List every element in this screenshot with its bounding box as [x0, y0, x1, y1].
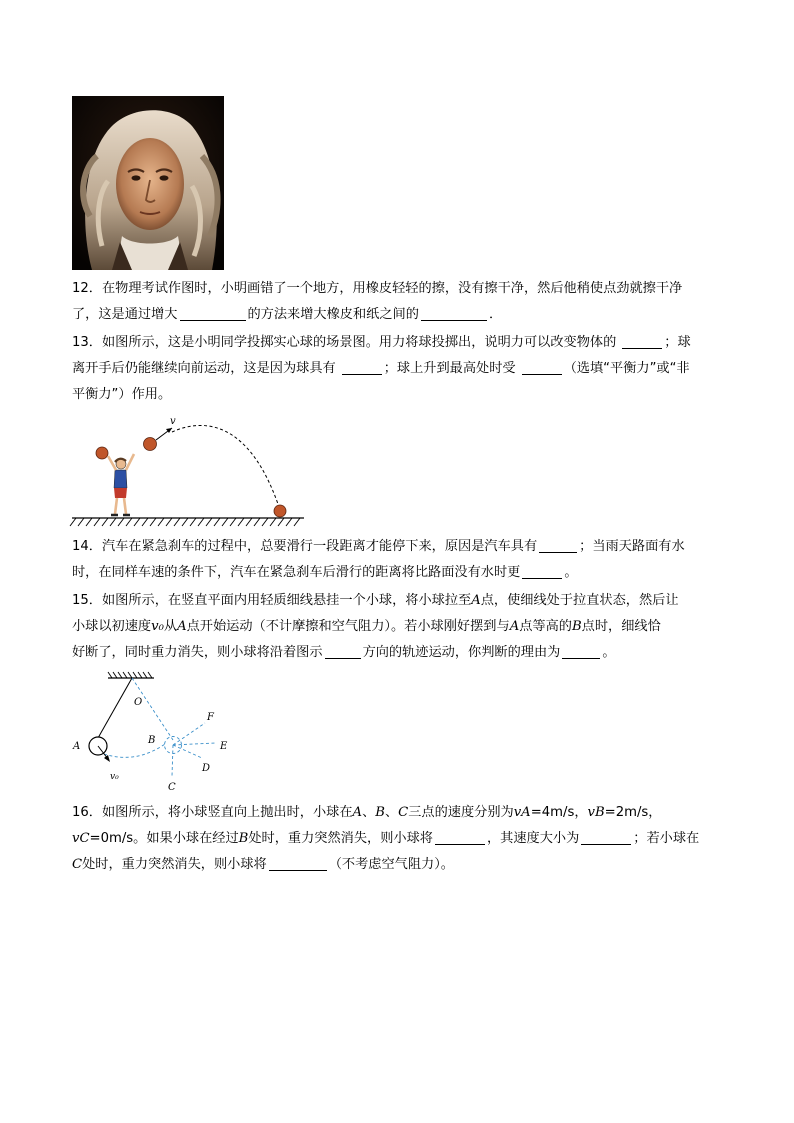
label-A: A: [73, 741, 81, 752]
answer-blank[interactable]: [180, 305, 246, 321]
q14-line-2: 时，在同样车速的条件下，汽车在紧急刹车后滑行的距离将比路面没有水时更 。: [72, 565, 578, 580]
q13-line-3: 平衡力”）作用。: [72, 387, 172, 402]
answer-blank[interactable]: [522, 359, 562, 375]
athlete: [108, 454, 134, 515]
question-14: [72, 534, 724, 586]
portrait-image: [72, 96, 224, 270]
answer-blank[interactable]: [539, 537, 577, 553]
question-13: [72, 330, 724, 408]
ball-in-hand: [96, 447, 108, 459]
ball-landed: [274, 505, 286, 517]
answer-blank[interactable]: [342, 359, 382, 375]
arrow-head: [104, 755, 110, 762]
label-v0: v₀: [110, 772, 119, 782]
q12-line-1: 12．在物理考试作图时，小明画错了一个地方，用橡皮轻轻的擦，没有擦干净，然后他稍使点劲就擦干净: [72, 281, 683, 296]
swing-arc: [104, 744, 165, 757]
label-B: B: [148, 735, 156, 746]
shot-put-figure: [68, 412, 308, 530]
question-15: [72, 588, 724, 666]
portrait-drawing: [72, 96, 224, 270]
q16-line-1: 16．如图所示，将小球竖直向上抛出时，小球在A、B、C三点的速度分别为vA=4m/s，vB=2m/s，: [72, 805, 662, 820]
answer-blank[interactable]: [269, 855, 327, 871]
q16-line-3: C处时，重力突然消失，则小球将 （不考虑空气阻力）。: [72, 857, 454, 872]
answer-blank[interactable]: [435, 829, 485, 845]
string-line: [98, 678, 132, 738]
path-C: [172, 745, 173, 776]
ball-in-air: [144, 438, 157, 451]
answer-blank[interactable]: [581, 829, 631, 845]
answer-blank[interactable]: [622, 333, 662, 349]
path-F: [173, 723, 205, 745]
ground-hatching: [70, 518, 300, 526]
q16-line-2: vC=0m/s。如果小球在经过B处时，重力突然消失，则小球将 ，其速度大小为 ；若小球在: [72, 831, 700, 846]
question-12: [72, 276, 724, 328]
dashed-string: [132, 678, 173, 740]
q14-line-1: 14．汽车在紧急刹车的过程中，总要滑行一段距离才能停下来，原因是汽车具有 ；当雨天路面有水: [72, 539, 685, 554]
label-D: D: [202, 763, 211, 774]
q15-line-2: 小球以初速度v₀从A点开始运动（不计摩擦和空气阻力）。若小球刚好摆到与A点等高的B点时，细线恰: [72, 619, 661, 634]
trajectory-path: [172, 425, 278, 504]
answer-blank[interactable]: [421, 305, 487, 321]
answer-blank[interactable]: [562, 643, 600, 659]
q13-line-1: 13．如图所示，这是小明同学投掷实心球的场景图。用力将球投掷出，说明力可以改变物体的 ；球: [72, 335, 691, 350]
answer-blank[interactable]: [522, 563, 562, 579]
path-E: [173, 743, 216, 745]
q15-line-3: 好断了，同时重力消失，则小球将沿着图示 方向的轨迹运动，你判断的理由为 。: [72, 645, 616, 660]
label-C: C: [168, 782, 176, 793]
q12-line-2: 了，这是通过增大 的方法来增大橡皮和纸之间的 ．: [72, 307, 503, 322]
ceiling-hatching: [108, 672, 152, 678]
label-O: O: [134, 697, 143, 708]
velocity-label: v: [170, 416, 176, 427]
pendulum-figure: [70, 670, 240, 794]
answer-blank[interactable]: [325, 643, 361, 659]
label-E: E: [220, 741, 228, 752]
q13-line-2: 离开手后仍能继续向前运动，这是因为球具有 ；球上升到最高处时受 （选填“平衡力”或“非: [72, 361, 690, 376]
q15-line-1: 15．如图所示，在竖直平面内用轻质细线悬挂一个小球，将小球拉至A点，使细线处于拉直状态，然后让: [72, 593, 679, 608]
label-F: F: [207, 712, 214, 723]
path-D: [173, 745, 202, 758]
question-16: [72, 800, 724, 878]
